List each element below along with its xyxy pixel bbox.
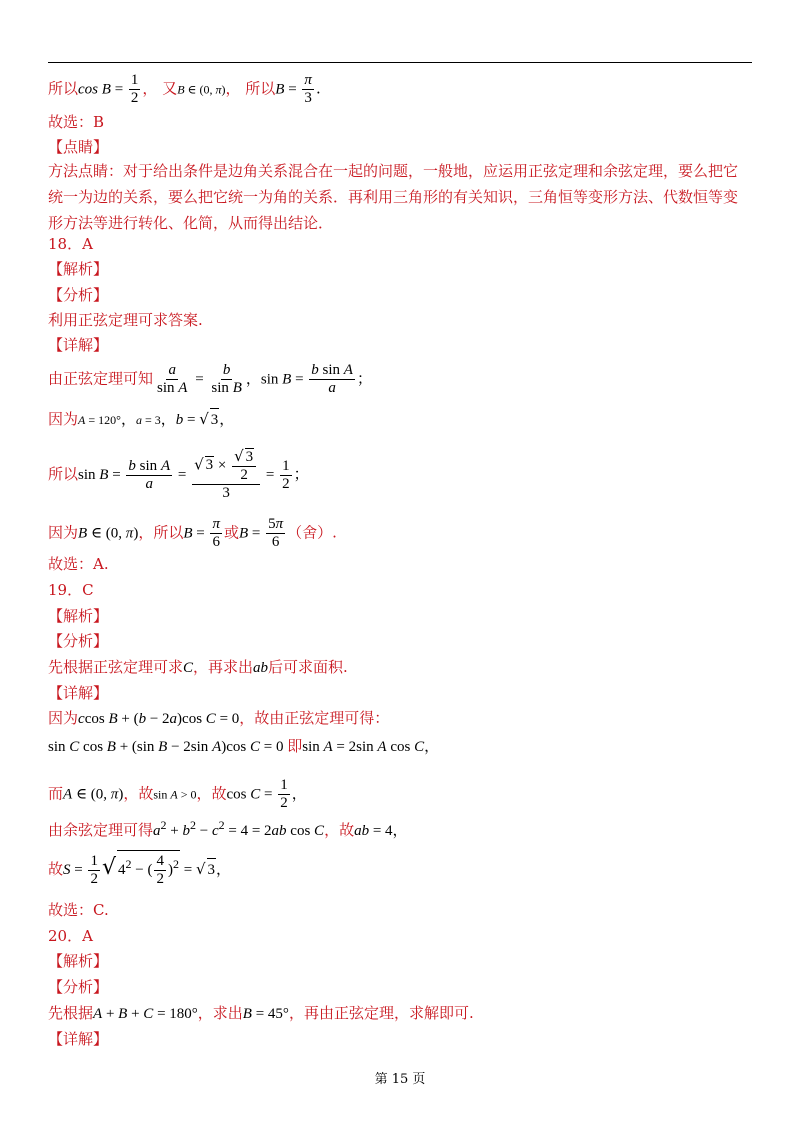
question-19: 19．C bbox=[48, 581, 94, 599]
text: 因为 bbox=[48, 523, 79, 542]
text: ，故 bbox=[123, 784, 154, 803]
text: 或 bbox=[223, 523, 239, 542]
sine-rewrite-19: sin C cos B + (sin B − 2sin A)cos C = 0 即sin A = 2sin A cos C， bbox=[48, 737, 440, 755]
fenxi-18: 利用正弦定理可求答案. bbox=[48, 311, 203, 329]
method-paragraph: 方法点睛：对于给出条件是边角关系混合在一起的问题，一般地，应运用正弦定理和余弦定理，要么把它统一为边的关系，要么把它统一为角的关系．再利用三角形的有关知识，三角恒等变形方法、代数恒等变形方法等进行转化、化简，从而得出结论． bbox=[48, 162, 739, 232]
text: ，所以 bbox=[138, 523, 184, 542]
question-20: 20．A bbox=[48, 927, 93, 945]
answer-18: 故选：A. bbox=[48, 555, 109, 573]
text: 先根据 bbox=[48, 1004, 94, 1022]
text: （舍）. bbox=[287, 523, 337, 542]
text: 故 bbox=[48, 860, 64, 878]
tag-xiangjie-19: 【详解】 bbox=[48, 684, 109, 702]
tag-fenxi-19: 【分析】 bbox=[48, 632, 109, 650]
text: ，故由正弦定理可得： bbox=[239, 709, 390, 727]
text: 后可求面积. bbox=[268, 658, 348, 676]
fenxi-20: 先根据A + B + C = 180°，求出B = 45°，再由正弦定理，求解即可. bbox=[48, 1004, 474, 1022]
text: ，再由正弦定理，求解即可. bbox=[288, 1004, 474, 1022]
header-rule bbox=[48, 62, 752, 63]
fenxi-19: 先根据正弦定理可求C，再求出ab后可求面积. bbox=[48, 658, 348, 676]
text: ， bbox=[142, 79, 158, 98]
tag-xiangjie-18: 【详解】 bbox=[48, 336, 109, 354]
cosC-19: 而A ∈ (0, π)，故sin A > 0，故cos C = $\frac{1}{2}$ ， bbox=[48, 777, 307, 811]
text: 所以 bbox=[48, 79, 79, 98]
conclusion-line-17: 所以cos B = $\frac{1}{2}$ ， 又B ∈ (0, π)， 所以B = $\frac{\pi}{3}$ . bbox=[48, 72, 321, 106]
answer-19: 故选：C. bbox=[48, 901, 109, 919]
text: 因为 bbox=[48, 709, 79, 727]
text: ，求出 bbox=[197, 1004, 243, 1022]
sine-law-18: 由正弦定理可知 $\frac{a}{\text{sin A}}$ = $\frac{b}{\text{sin B}}$ ，sin B = $\frac{\text{b sin A}}{a}$ ； bbox=[48, 362, 372, 396]
tag-dianjing: 【点睛】 bbox=[48, 138, 109, 156]
tag-jiexi-20: 【解析】 bbox=[48, 952, 109, 970]
tag-jiexi-19: 【解析】 bbox=[48, 607, 109, 625]
tag-xiangjie-20: 【详解】 bbox=[48, 1030, 109, 1048]
page-footer: 第 15 页 bbox=[374, 1072, 426, 1087]
text: ， bbox=[225, 79, 241, 98]
text: 即 bbox=[287, 737, 303, 755]
text: 所以 bbox=[48, 465, 79, 483]
area-19: 故S = $\frac{1}{2}$ √ $4^2$ − ( $\frac{4}{2}$ )$^2$ = √ 3， bbox=[48, 850, 231, 888]
tag-fenxi-18: 【分析】 bbox=[48, 286, 109, 304]
text: ，再求出 bbox=[193, 658, 254, 676]
text: 先根据正弦定理可求 bbox=[48, 658, 184, 676]
given-18: 因为A = 120°，a = 3，b = √ 3， bbox=[48, 408, 234, 431]
sinB-calc-18: 所以sin B = $\frac{\text{b sin A}}{a}$ = √ 3 × $\frac{√ 3}{2}$ 3 = $\frac{1}{2}$ ； bbox=[48, 447, 309, 501]
text: 所以 bbox=[245, 79, 276, 98]
tag-jiexi-18: 【解析】 bbox=[48, 260, 109, 278]
text: ，故 bbox=[324, 821, 355, 839]
tag-fenxi-20: 【分析】 bbox=[48, 978, 109, 996]
angle-B-18: 因为B ∈ (0, π)，所以B = $\frac{\pi}{6}$ 或B = $\frac{5\pi}{6}$ （舍）. bbox=[48, 516, 337, 550]
answer-17: 故选：B bbox=[48, 113, 105, 131]
text: 由余弦定理可得 bbox=[48, 821, 154, 839]
text: 因为 bbox=[48, 410, 79, 428]
text: 又 bbox=[162, 79, 178, 98]
text: ，故 bbox=[196, 784, 227, 803]
text: 由正弦定理可知 bbox=[48, 369, 154, 388]
question-18: 18．A bbox=[48, 235, 93, 253]
text: 而 bbox=[48, 784, 64, 803]
given-19: 因为ccos B + (b − 2a)cos C = 0，故由正弦定理可得： bbox=[48, 709, 390, 727]
cosine-law-19: 由余弦定理可得$a^2 + b^2 - c^2 = 4 = 2ab$ cos C，故ab = 4， bbox=[48, 818, 408, 839]
